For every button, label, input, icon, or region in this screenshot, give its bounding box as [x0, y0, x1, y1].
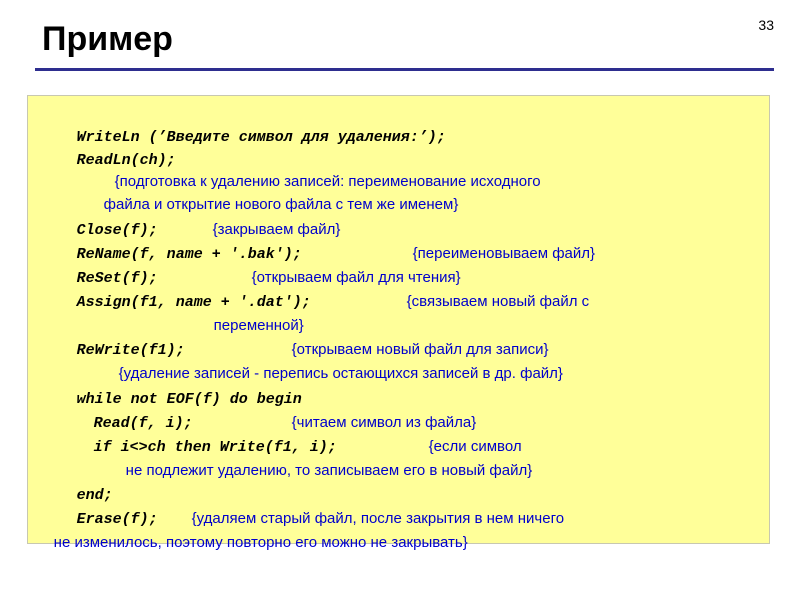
- page-number: 33: [758, 17, 774, 33]
- comment-text: файла и открытие нового файла с тем же именем}: [103, 196, 459, 213]
- comment-text: не изменилось, поэтому повторно его можно не закрывать}: [53, 534, 468, 551]
- comment-text: {переименовываем файл}: [412, 245, 596, 262]
- comment-text: {читаем символ из файла}: [291, 414, 477, 431]
- code-text: Assign(f1, name + '.dat');: [76, 294, 311, 311]
- comment-text: {открываем файл для чтения}: [251, 269, 461, 286]
- code-line: [109, 444, 532, 498]
- comment-text: переменной}: [213, 317, 304, 334]
- comment-text: {закрываем файл}: [212, 221, 341, 238]
- code-text: if i<>ch then Write(f1, i);: [93, 439, 337, 456]
- code-text: end;: [76, 487, 113, 504]
- code-line-comment: [390, 275, 589, 329]
- comment-text: {связываем новый файл с: [406, 293, 590, 310]
- code-text: ReName(f, name + '.bak');: [76, 246, 302, 263]
- comment-text: не подлежит удалению, то записываем его в новый файл}: [125, 462, 533, 479]
- code-text: while not EOF(f) do begin: [76, 391, 302, 408]
- code-line: [37, 516, 468, 570]
- comment-text: {если символ: [428, 438, 522, 455]
- code-text: ReadLn(ch);: [76, 152, 176, 169]
- code-text: ReWrite(f1);: [76, 342, 185, 359]
- comment-text: {удаляем старый файл, после закрытия в нем ничего: [191, 510, 565, 527]
- code-text: WriteLn (’Введите символ для удаления:’);: [76, 129, 446, 146]
- code-text: Read(f, i);: [93, 415, 193, 432]
- slide-title: Пример: [42, 20, 173, 58]
- code-text: ReSet(f);: [76, 270, 158, 287]
- code-text: Close(f);: [76, 222, 158, 239]
- comment-text: {удаление записей - перепись остающихся записей в др. файл}: [118, 365, 563, 382]
- comment-text: {подготовка к удалению записей: переименование исходного: [114, 173, 541, 190]
- comment-text: {открываем новый файл для записи}: [291, 341, 549, 358]
- code-text: Erase(f);: [76, 511, 158, 528]
- title-divider: [35, 68, 774, 71]
- code-block: [27, 95, 770, 551]
